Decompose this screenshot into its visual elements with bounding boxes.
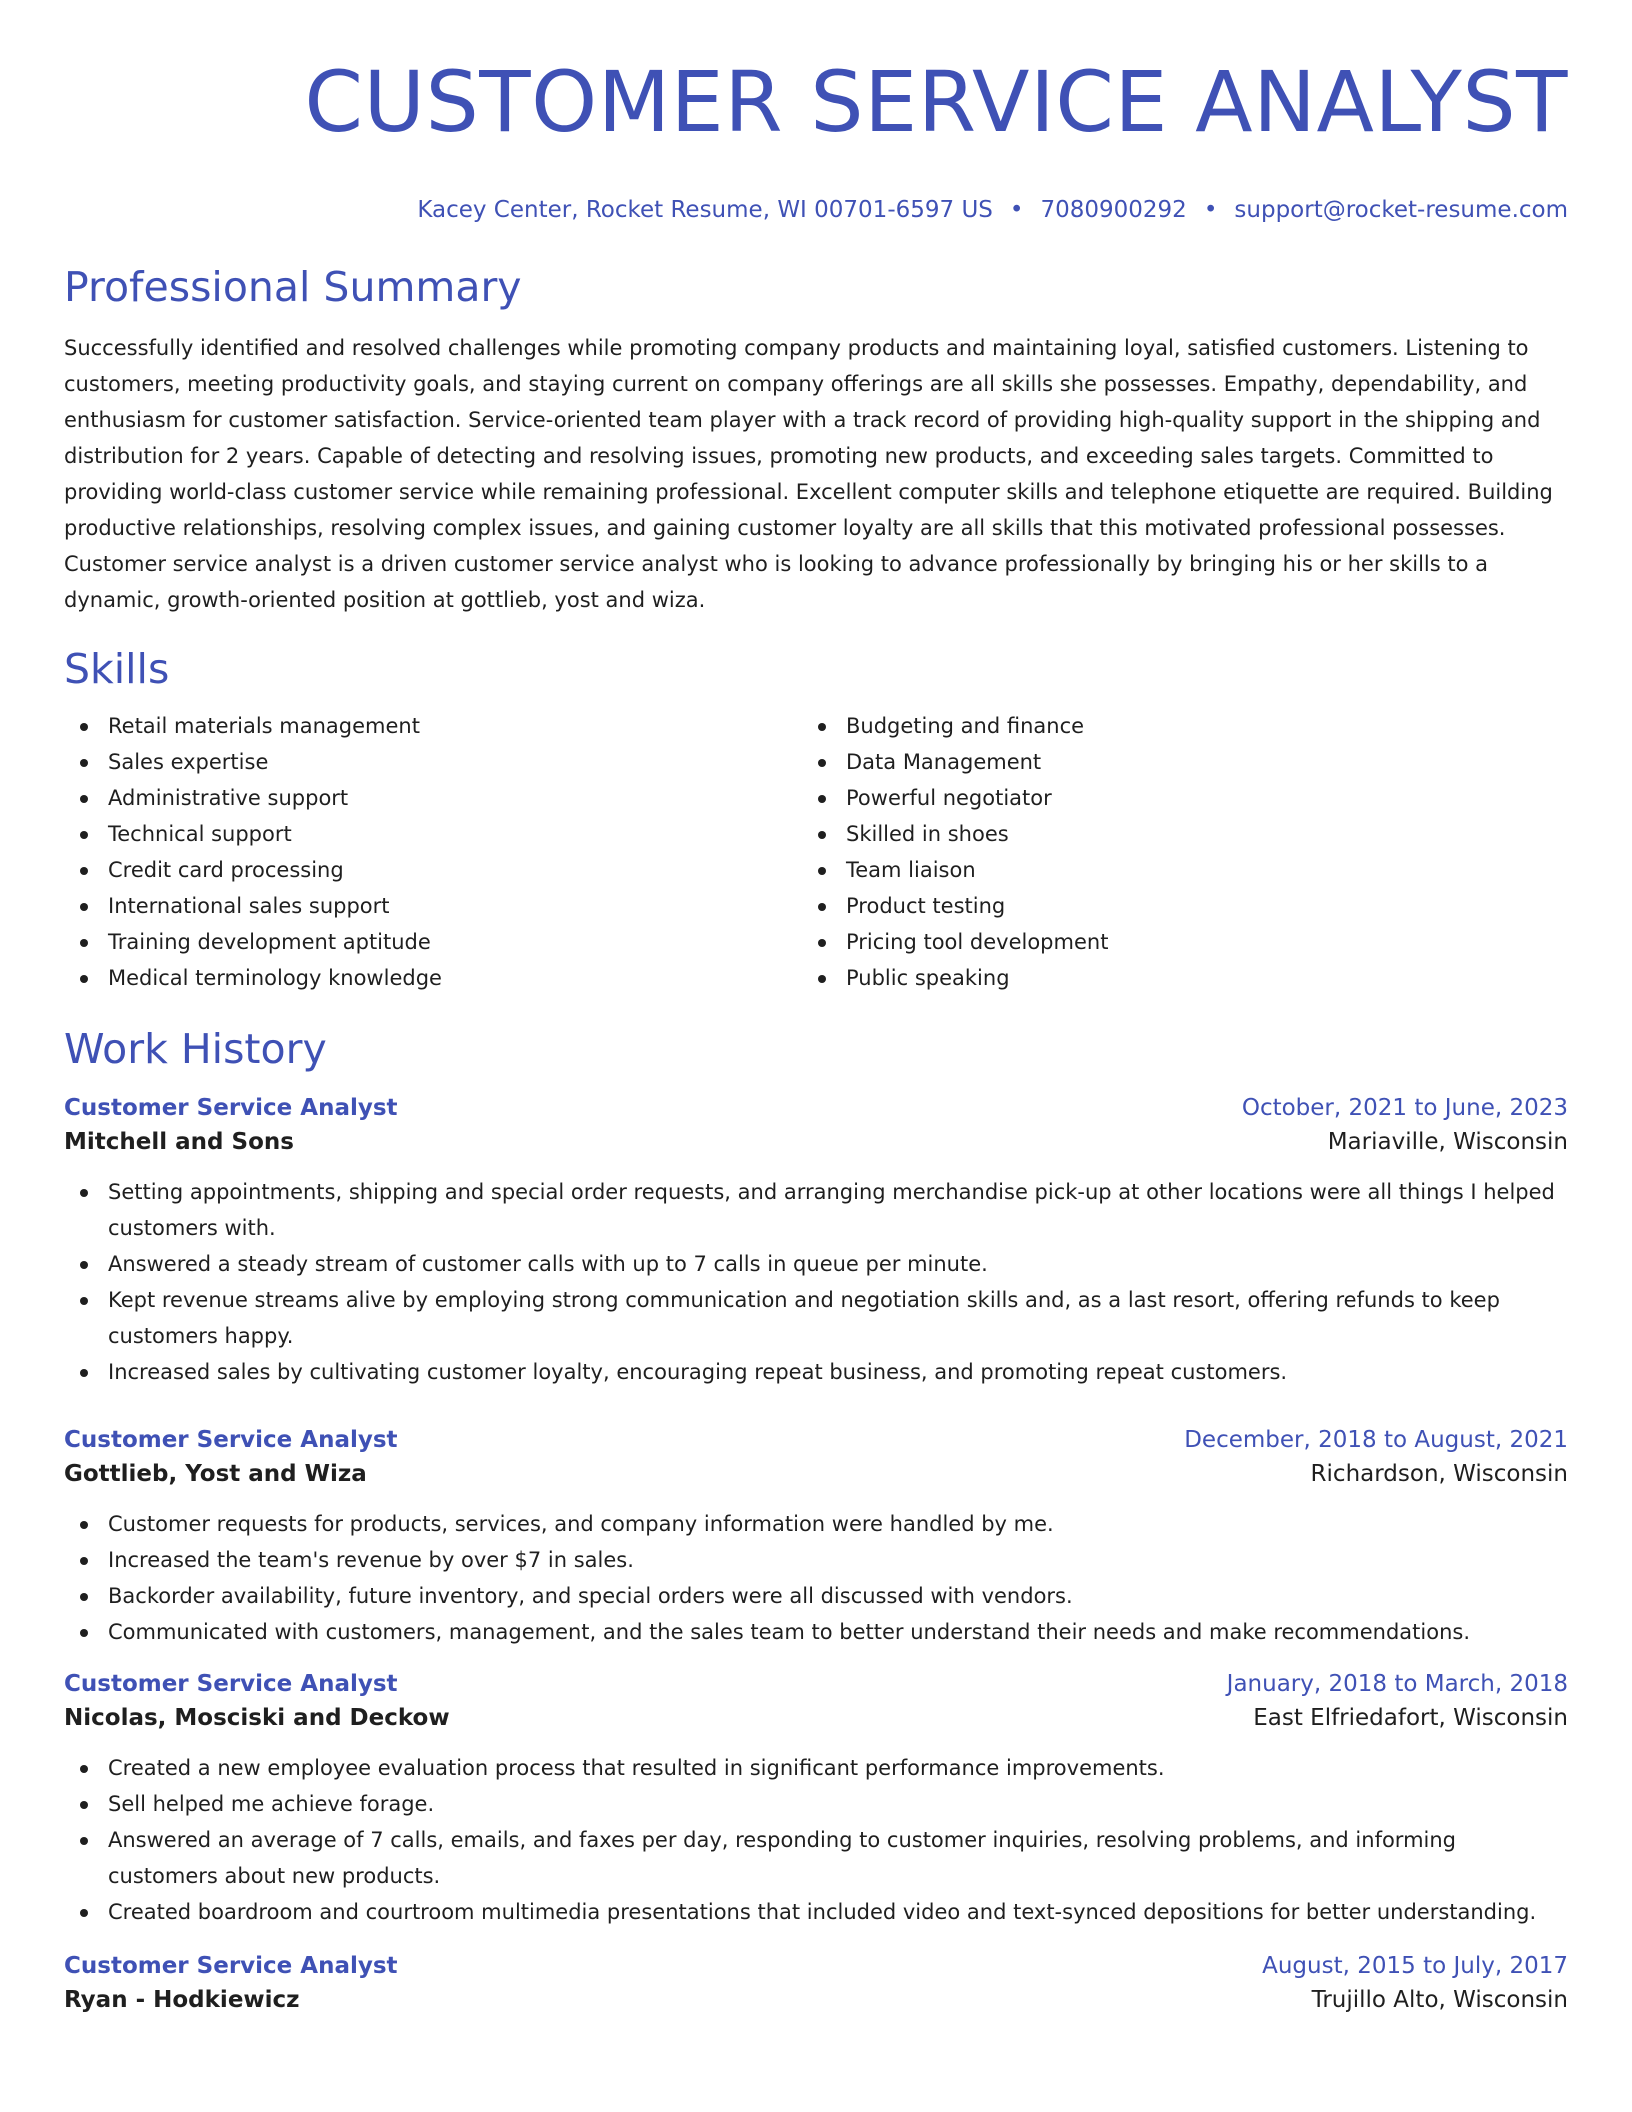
job-title: Customer Service Analyst	[64, 1095, 398, 1121]
job-bullets	[64, 1506, 1568, 1650]
job-bullets	[64, 1750, 1568, 1930]
skill-item: Powerful negotiator	[802, 780, 1540, 816]
contact-line	[64, 196, 1568, 224]
job-title: Customer Service Analyst	[64, 1427, 398, 1453]
job-title: Customer Service Analyst	[64, 1953, 398, 1979]
job-company-row	[64, 1456, 1568, 1492]
job-bullet: Increased the team's revenue by over $7 in sales.	[64, 1542, 1568, 1578]
job-title: Customer Service Analyst	[64, 1671, 398, 1697]
skill-item: Retail materials management	[64, 708, 802, 744]
job-bullet: Created boardroom and courtroom multimedia presentations that included video and text-synced depositions for better understanding.	[64, 1894, 1568, 1930]
job-company: Mitchell and Sons	[64, 1129, 294, 1155]
job-bullet: Created a new employee evaluation process that resulted in significant performance improvements.	[64, 1750, 1568, 1786]
job-dates: December, 2018 to August, 2021	[1184, 1427, 1568, 1453]
job-header-row	[64, 1092, 1568, 1124]
job-dates: August, 2015 to July, 2017	[1262, 1953, 1568, 1979]
skills-columns	[64, 708, 1568, 996]
job-header-row	[64, 1668, 1568, 1700]
job-location: Richardson, Wisconsin	[1310, 1461, 1568, 1487]
job-location: East Elfriedafort, Wisconsin	[1253, 1705, 1568, 1731]
work-history-heading: Work History	[64, 1025, 327, 1073]
job-company: Ryan - Hodkiewicz	[64, 1987, 300, 2013]
skill-item: Product testing	[802, 888, 1540, 924]
job-entry	[64, 1668, 1568, 1930]
job-header-row	[64, 1950, 1568, 1982]
skill-item: International sales support	[64, 888, 802, 924]
job-bullet: Setting appointments, shipping and special order requests, and arranging merchandise pick-up at other locations were all things I helped customers with.	[64, 1174, 1568, 1246]
job-header-row	[64, 1424, 1568, 1456]
job-entry	[64, 1950, 1568, 2018]
job-bullet: Kept revenue streams alive by employing strong communication and negotiation skills and, as a last resort, offering refunds to keep customers happy.	[64, 1282, 1568, 1354]
job-location: Trujillo Alto, Wisconsin	[1311, 1987, 1568, 2013]
job-bullet: Sell helped me achieve forage.	[64, 1786, 1568, 1822]
job-bullets	[64, 1174, 1568, 1390]
resume-title: CUSTOMER SERVICE ANALYST	[304, 53, 1568, 151]
job-company-row	[64, 1700, 1568, 1736]
skill-item: Medical terminology knowledge	[64, 960, 802, 996]
job-bullet: Answered a steady stream of customer calls with up to 7 calls in queue per minute.	[64, 1246, 1568, 1282]
job-location: Mariaville, Wisconsin	[1327, 1129, 1568, 1155]
skills-list-right	[802, 708, 1540, 996]
summary-text: Successfully identified and resolved challenges while promoting company products and maintaining loyal, satisfied customers. Listening to customers, meeting productivity goals, and staying current on company offerings are all skills she possesses. Empathy, dependability, and enthusiasm for customer satisfaction. Service-oriented team player with a track record of providing high-quality support in the shipping and distribution for 2 years. Capable of detecting and resolving issues, promoting new products, and exceeding sales targets. Committed to providing world-class customer service while remaining professional. Excellent computer skills and telephone etiquette are required. Building productive relationships, resolving complex issues, and gaining customer loyalty are all skills that this motivated professional possesses. Customer service analyst is a driven customer service analyst who is looking to advance professionally by bringing his or her skills to a dynamic, growth-oriented position at gottlieb, yost and wiza.	[64, 336, 1553, 612]
job-company: Gottlieb, Yost and Wiza	[64, 1461, 367, 1487]
contact-phone: 7080900292	[1040, 197, 1187, 223]
job-company-row	[64, 1982, 1568, 2018]
job-bullet: Increased sales by cultivating customer loyalty, encouraging repeat business, and promoting repeat customers.	[64, 1354, 1568, 1390]
skill-item: Skilled in shoes	[802, 816, 1540, 852]
skills-list-left	[64, 708, 802, 996]
contact-separator: •	[1203, 197, 1218, 223]
skills-heading: Skills	[64, 645, 170, 693]
skill-item: Sales expertise	[64, 744, 802, 780]
job-bullet: Communicated with customers, management, and the sales team to better understand their needs and make recommendations.	[64, 1614, 1568, 1650]
job-company: Nicolas, Mosciski and Deckow	[64, 1705, 450, 1731]
skill-item: Technical support	[64, 816, 802, 852]
contact-email: support@rocket-resume.com	[1234, 197, 1568, 223]
job-company-row	[64, 1124, 1568, 1160]
contact-separator: •	[1009, 197, 1024, 223]
skill-item: Training development aptitude	[64, 924, 802, 960]
skill-item: Team liaison	[802, 852, 1540, 888]
job-entry	[64, 1424, 1568, 1650]
skill-item: Credit card processing	[64, 852, 802, 888]
job-bullet: Customer requests for products, services, and company information were handled by me.	[64, 1506, 1568, 1542]
skill-item: Pricing tool development	[802, 924, 1540, 960]
skill-item: Budgeting and finance	[802, 708, 1540, 744]
job-bullet: Backorder availability, future inventory, and special orders were all discussed with vendors.	[64, 1578, 1568, 1614]
job-entry	[64, 1092, 1568, 1390]
skill-item: Data Management	[802, 744, 1540, 780]
job-dates: October, 2021 to June, 2023	[1241, 1095, 1568, 1121]
summary-heading: Professional Summary	[64, 263, 522, 311]
job-bullet: Answered an average of 7 calls, emails, and faxes per day, responding to customer inquiries, resolving problems, and informing customers about new products.	[64, 1822, 1568, 1894]
skill-item: Public speaking	[802, 960, 1540, 996]
contact-address: Kacey Center, Rocket Resume, WI 00701-6597 US	[417, 197, 993, 223]
skill-item: Administrative support	[64, 780, 802, 816]
job-dates: January, 2018 to March, 2018	[1226, 1671, 1568, 1697]
